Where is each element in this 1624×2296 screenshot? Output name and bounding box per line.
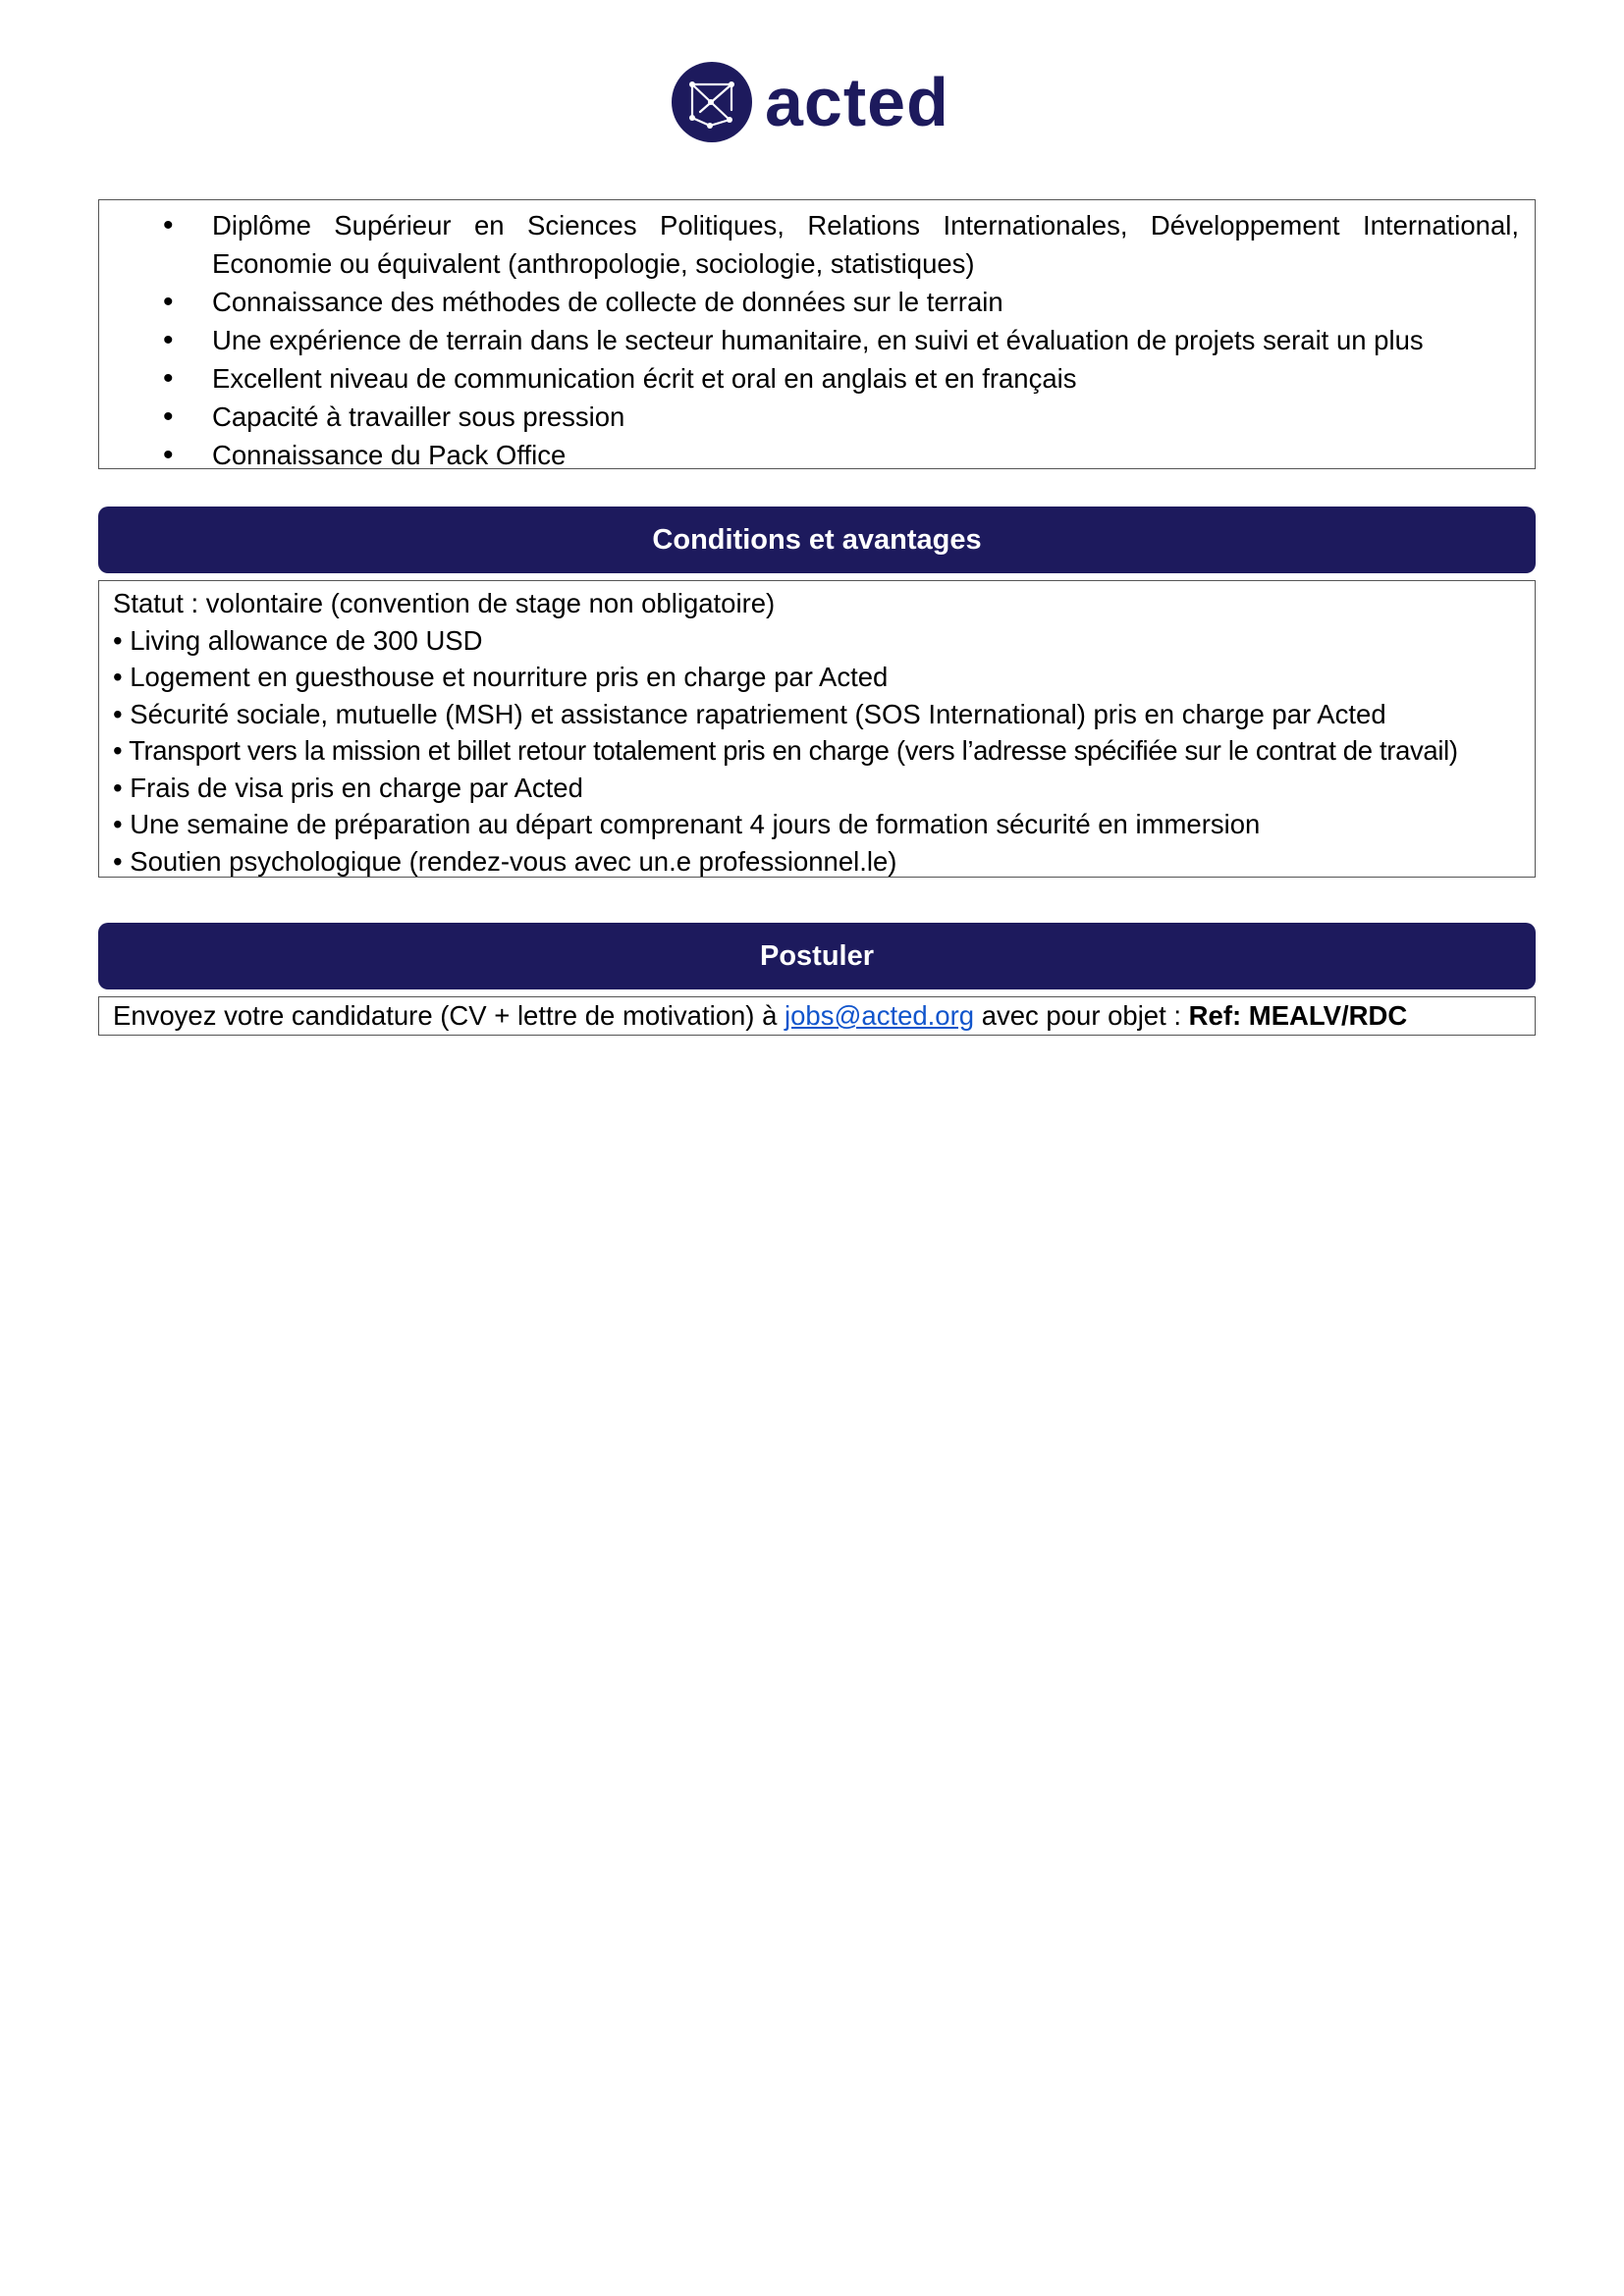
conditions-line: • Une semaine de préparation au départ comprenant 4 jours de formation sécurité en immersion	[113, 809, 1261, 839]
apply-text	[113, 997, 1407, 1035]
conditions-line: • Living allowance de 300 USD	[113, 624, 483, 656]
conditions-box	[98, 580, 1536, 878]
apply-text-intro: Envoyez votre candidature (CV + lettre de motivation) à	[113, 1000, 785, 1031]
apply-box	[98, 996, 1536, 1036]
requirements-list	[99, 200, 1535, 474]
apply-text-subject: avec pour objet :	[974, 1000, 1189, 1031]
requirement-item: • Excellent niveau de communication écrit et oral en anglais et en français	[99, 359, 1535, 398]
conditions-line: • Soutien psychologique (rendez-vous avec un.e professionnel.le)	[113, 845, 897, 877]
acted-logo	[671, 61, 949, 143]
conditions-line: • Transport vers la mission et billet retour totalement pris en charge (vers l’adresse spécifiée sur le contrat de travail)	[113, 735, 1458, 766]
email-link[interactable]: jobs@acted.org	[785, 1000, 975, 1031]
conditions-line: • Logement en guesthouse et nourriture pris en charge par Acted	[113, 662, 889, 692]
conditions-line: • Frais de visa pris en charge par Acted	[113, 772, 583, 803]
requirement-item: • Connaissance du Pack Office	[99, 436, 1535, 474]
job-reference: Ref: MEALV/RDC	[1188, 1000, 1408, 1031]
brand-wordmark: acted	[765, 64, 949, 140]
requirement-item: • Une expérience de terrain dans le secteur humanitaire, en suivi et évaluation de projets serait un plus	[99, 321, 1535, 359]
requirement-item: • Capacité à travailler sous pression	[99, 398, 1535, 436]
requirements-box	[98, 199, 1536, 469]
requirement-item: • Diplôme Supérieur en Sciences Politiques, Relations Internationales, Développement International, Economie ou équivalent (anthropologie, sociologie, statistiques)	[99, 200, 1535, 283]
conditions-line: • Sécurité sociale, mutuelle (MSH) et assistance rapatriement (SOS International) pris en charge par Acted	[113, 698, 1386, 729]
conditions-line: Statut : volontaire (convention de stage non obligatoire)	[113, 588, 776, 618]
conditions-section-header: Conditions et avantages	[98, 507, 1536, 573]
requirement-item: • Connaissance des méthodes de collecte de données sur le terrain	[99, 283, 1535, 321]
apply-section-header: Postuler	[98, 923, 1536, 989]
acted-logo-icon	[671, 61, 753, 143]
